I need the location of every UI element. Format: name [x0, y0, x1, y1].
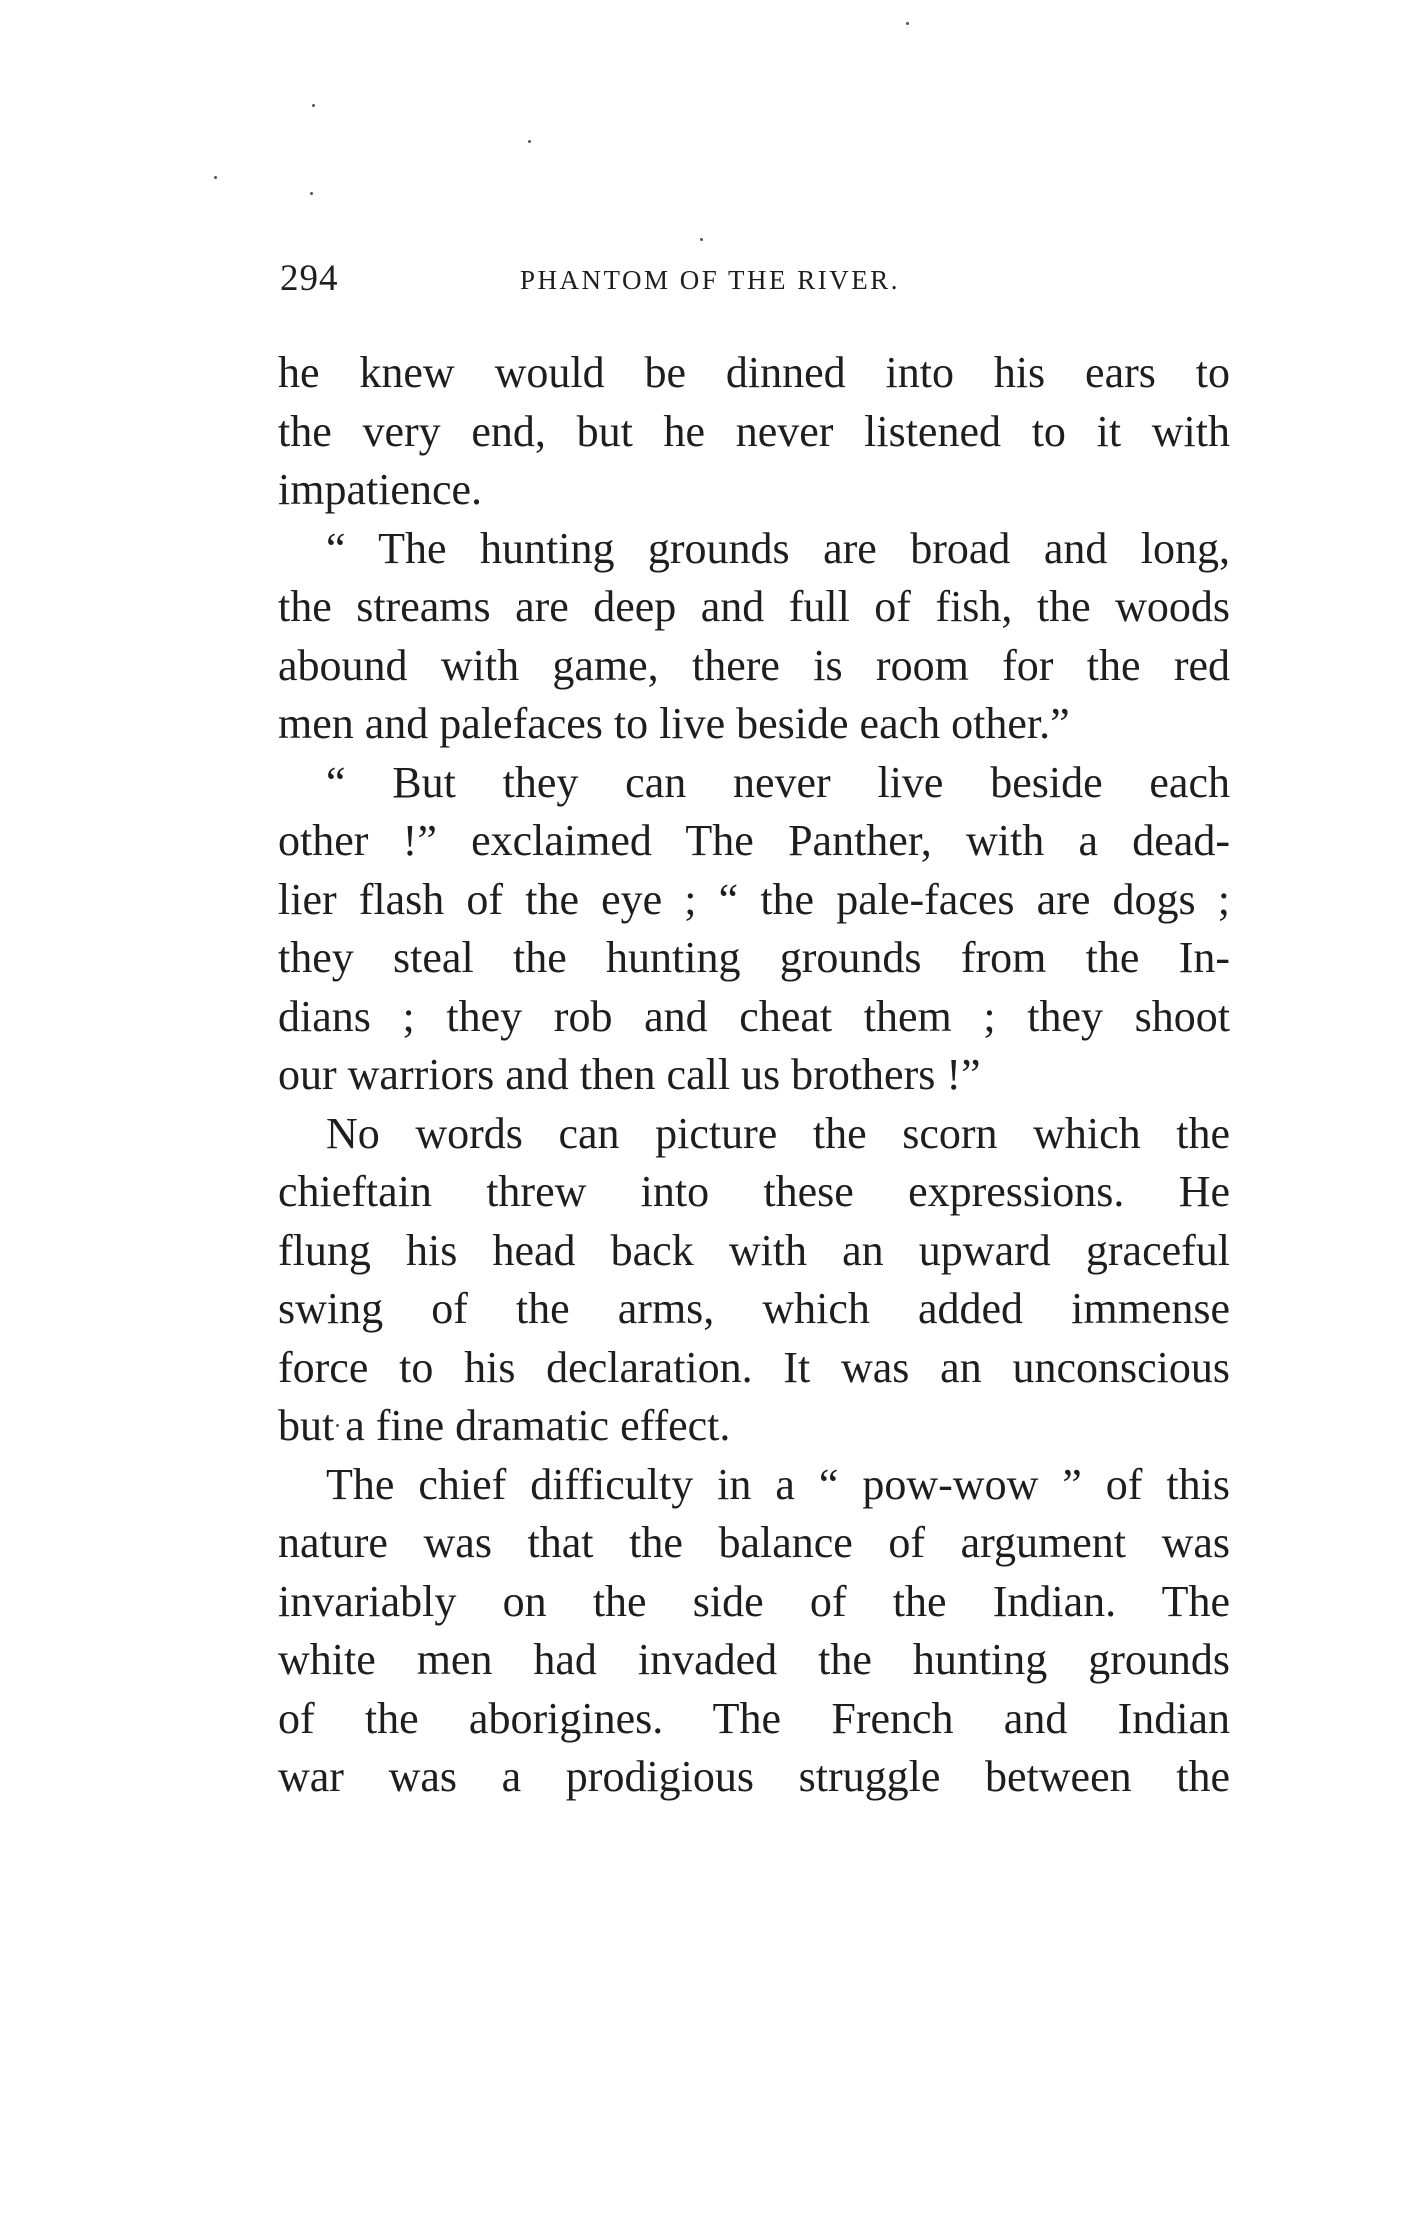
paragraph-2	[278, 520, 1230, 754]
scan-speck	[700, 238, 703, 241]
text-line: “ The hunting grounds are broad and long,	[326, 523, 1230, 573]
text-line: nature was that the balance of argument was	[278, 1518, 1230, 1567]
text-line: of the aborigines. The French and Indian	[278, 1693, 1230, 1743]
text-line: lier flash of the eye ; “ the pale-faces are dogs ;	[278, 874, 1230, 924]
paragraph-5	[278, 1456, 1230, 1807]
scan-speck	[906, 22, 909, 25]
scan-speck	[310, 192, 313, 195]
text-line: chieftain threw into these expressions. He	[278, 1167, 1230, 1216]
text-line: the very end, but he never listened to it with	[278, 406, 1230, 456]
text-line: invariably on the side of the Indian. The	[278, 1576, 1230, 1626]
text-line: our warriors and then call us brothers !”	[278, 1050, 981, 1099]
text-line: the streams are deep and full of fish, the woods	[278, 582, 1230, 631]
text-line: abound with game, there is room for the red	[278, 640, 1230, 690]
text-line: dians ; they rob and cheat them ; they shoot	[278, 991, 1230, 1041]
body-text	[278, 344, 1230, 1807]
paragraph-3	[278, 754, 1230, 1105]
text-line: The chief difficulty in a “ pow-wow ” of this	[326, 1459, 1230, 1509]
text-line: men and palefaces to live beside each other.”	[278, 699, 1070, 748]
text-line: they steal the hunting grounds from the In-	[278, 933, 1230, 982]
text-line: white men had invaded the hunting grounds	[278, 1635, 1230, 1684]
text-line: flung his head back with an upward graceful	[278, 1225, 1230, 1275]
scan-speck	[528, 140, 531, 143]
text-line: No words can picture the scorn which the	[326, 1108, 1230, 1158]
text-line: but a fine dramatic effect.	[278, 1401, 731, 1450]
paragraph-1	[278, 344, 1230, 520]
page-number: 294	[280, 258, 339, 299]
text-line: “ But they can never live beside each	[326, 757, 1230, 807]
text-line: force to his declaration. It was an unconscious	[278, 1342, 1230, 1392]
running-title: PHANTOM OF THE RIVER.	[520, 265, 901, 295]
paragraph-4	[278, 1105, 1230, 1456]
scan-speck	[312, 104, 315, 107]
text-line: swing of the arms, which added immense	[278, 1284, 1230, 1333]
text-line: other !” exclaimed The Panther, with a dead-	[278, 816, 1230, 865]
text-line: war was a prodigious struggle between the	[278, 1752, 1230, 1801]
page-header	[280, 254, 1240, 304]
text-line: impatience.	[278, 465, 483, 514]
text-line: he knew would be dinned into his ears to	[278, 348, 1230, 397]
scan-speck	[214, 176, 217, 179]
